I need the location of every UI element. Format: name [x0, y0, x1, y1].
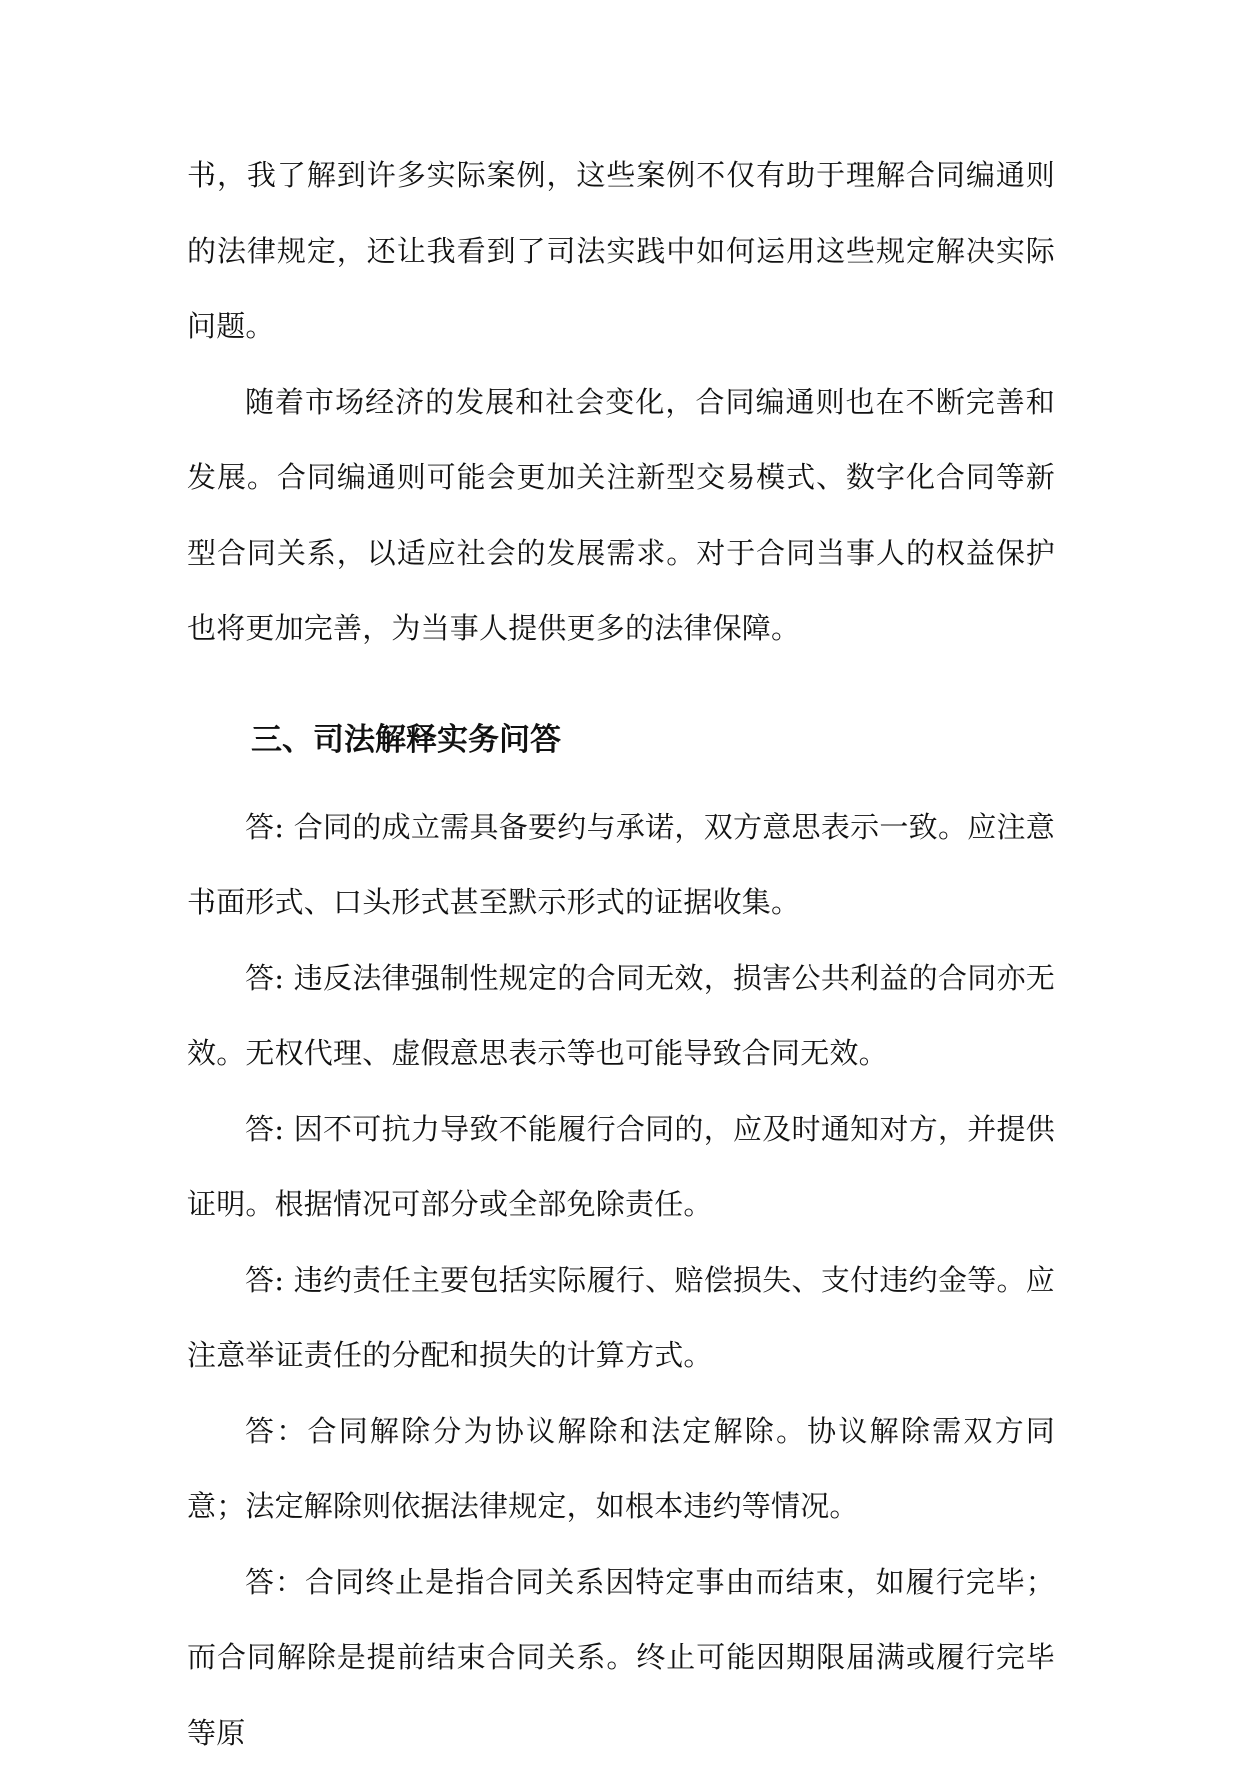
paragraph-continuation: 书，我了解到许多实际案例，这些案例不仅有助于理解合同编通则的法律规定，还让我看到了司法实践中如何运用这些规定解决实际问题。 [187, 138, 1055, 365]
answer-paragraph-6: 答：合同终止是指合同关系因特定事由而结束，如履行完毕；而合同解除是提前结束合同关系。终止可能因期限届满或履行完毕等原 [187, 1545, 1055, 1771]
answer-paragraph-3: 答: 因不可抗力导致不能履行合同的，应及时通知对方，并提供证明。根据情况可部分或全部免除责任。 [187, 1092, 1055, 1243]
answer-paragraph-1: 答: 合同的成立需具备要约与承诺，双方意思表示一致。应注意书面形式、口头形式甚至默示形式的证据收集。 [187, 790, 1055, 941]
paragraph-development: 随着市场经济的发展和社会变化，合同编通则也在不断完善和发展。合同编通则可能会更加关注新型交易模式、数字化合同等新型合同关系，以适应社会的发展需求。对于合同当事人的权益保护也将更加完善，为当事人提供更多的法律保障。 [187, 365, 1055, 667]
answer-paragraph-5: 答：合同解除分为协议解除和法定解除。协议解除需双方同意；法定解除则依据法律规定，如根本违约等情况。 [187, 1394, 1055, 1545]
section-heading: 三、司法解释实务问答 [187, 720, 1055, 760]
answer-paragraph-2: 答: 违反法律强制性规定的合同无效，损害公共利益的合同亦无效。无权代理、虚假意思表示等也可能导致合同无效。 [187, 941, 1055, 1092]
document-page [187, 138, 1055, 1771]
answer-paragraph-4: 答: 违约责任主要包括实际履行、赔偿损失、支付违约金等。应注意举证责任的分配和损失的计算方式。 [187, 1243, 1055, 1394]
